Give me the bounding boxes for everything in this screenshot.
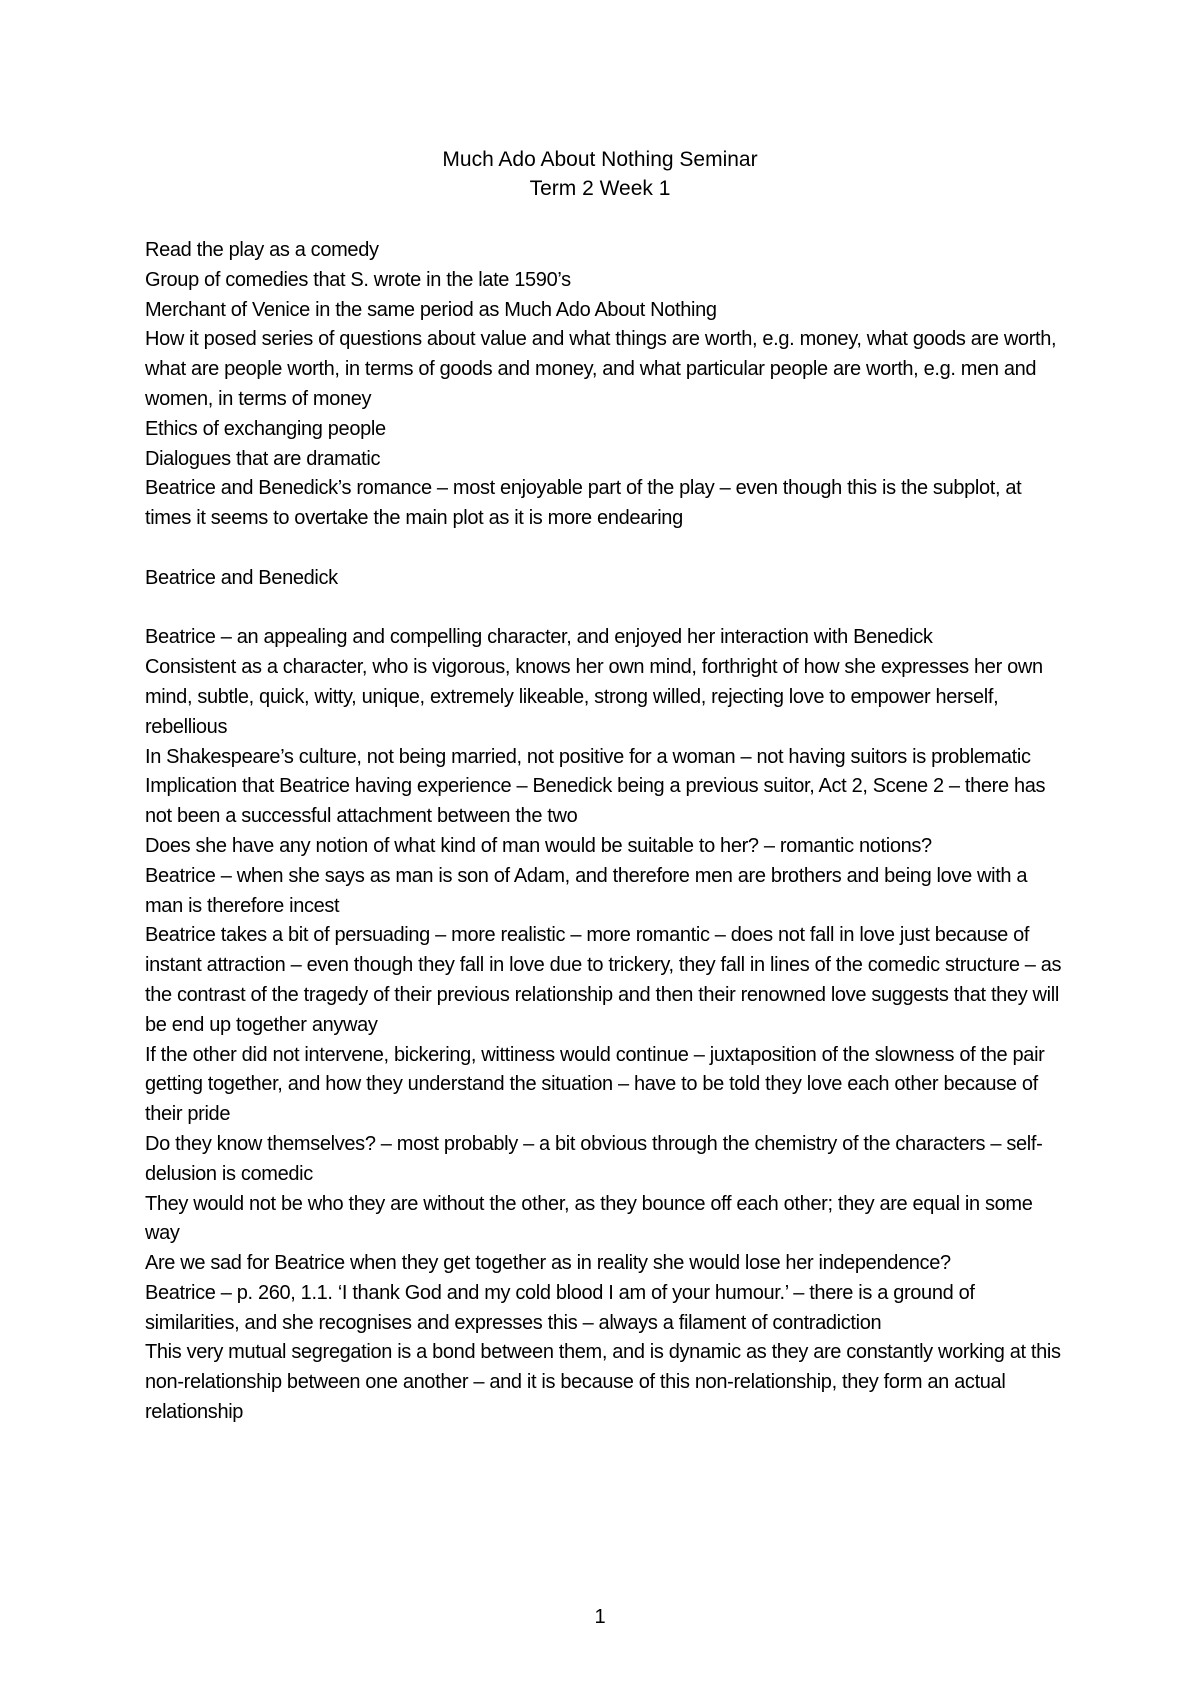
intro-line: Read the play as a comedy xyxy=(145,239,379,261)
paragraph-spacer xyxy=(145,594,1065,624)
section-paragraph: Are we sad for Beatrice when they get together as in reality she would lose her independence? xyxy=(145,1252,951,1275)
section-paragraph: If the other did not intervene, bickering, wittiness would continue – juxtaposition of the slowness of the pair getting together, and how they understand the situation – have to be told they love each other because of their pride xyxy=(145,1043,1045,1126)
document-header xyxy=(0,145,1200,203)
section-paragraph: Do they know themselves? – most probably – a bit obvious through the chemistry of the characters – self-delusion is comedic xyxy=(145,1132,1043,1185)
intro-line: Group of comedies that S. wrote in the late 1590’s xyxy=(145,268,571,291)
document-body xyxy=(145,236,1065,1428)
intro-line: Beatrice and Benedick’s romance – most enjoyable part of the play – even though this is the subplot, at times it seems to overtake the main plot as it is more endearing xyxy=(145,477,1022,530)
section-heading: Beatrice and Benedick xyxy=(145,566,338,589)
intro-line: Ethics of exchanging people xyxy=(145,417,386,440)
section-paragraph: Beatrice – p. 260, 1.1. ‘I thank God and my cold blood I am of your humour.’ – there is a ground of similarities, and she recognises and expresses this – always a filament of contradiction xyxy=(145,1281,975,1334)
intro-line: How it posed series of questions about value and what things are worth, e.g. money, what goods are worth, what are people worth, in terms of goods and money, and what particular people are worth, e.g. men and women, in terms of money xyxy=(145,328,1057,410)
section-paragraph: In Shakespeare’s culture, not being married, not positive for a woman – not having suitors is problematic xyxy=(145,745,1031,768)
intro-line: Dialogues that are dramatic xyxy=(145,447,381,470)
section-paragraph: Consistent as a character, who is vigorous, knows her own mind, forthright of how she expresses her own mind, subtle, quick, witty, unique, extremely likeable, strong willed, rejecting love to empower herself, rebellious xyxy=(145,656,1043,738)
section-paragraph: Beatrice takes a bit of persuading – more realistic – more romantic – does not fall in love just because of instant attraction – even though they fall in love due to trickery, they fall in lines of the comedic structure – as the contrast of the tragedy of their previous relationship and then their renowned love suggests that they will be end up together anyway xyxy=(145,924,1062,1036)
page-number: 1 xyxy=(594,1606,606,1628)
intro-line: Merchant of Venice in the same period as Much Ado About Nothing xyxy=(145,298,717,321)
section-paragraph: This very mutual segregation is a bond between them, and is dynamic as they are constantly working at this non-relationship between one another – and it is because of this non-relationship, they form an actual relationship xyxy=(145,1341,1061,1424)
section-paragraph: Does she have any notion of what kind of man would be suitable to her? – romantic notions? xyxy=(145,834,932,857)
document-subtitle: Term 2 Week 1 xyxy=(529,177,671,200)
paragraph-spacer xyxy=(145,534,1065,564)
document-title: Much Ado About Nothing Seminar xyxy=(442,148,758,171)
section-paragraph: Beatrice – an appealing and compelling character, and enjoyed her interaction with Benedick xyxy=(145,626,933,649)
section-paragraph: Beatrice – when she says as man is son of Adam, and therefore men are brothers and being love with a man is therefore incest xyxy=(145,864,1028,917)
section-paragraph: Implication that Beatrice having experience – Benedick being a previous suitor, Act 2, Scene 2 – there has not been a successful attachment between the two xyxy=(145,775,1046,828)
section-paragraph: They would not be who they are without the other, as they bounce off each other; they are equal in some way xyxy=(145,1192,1033,1245)
